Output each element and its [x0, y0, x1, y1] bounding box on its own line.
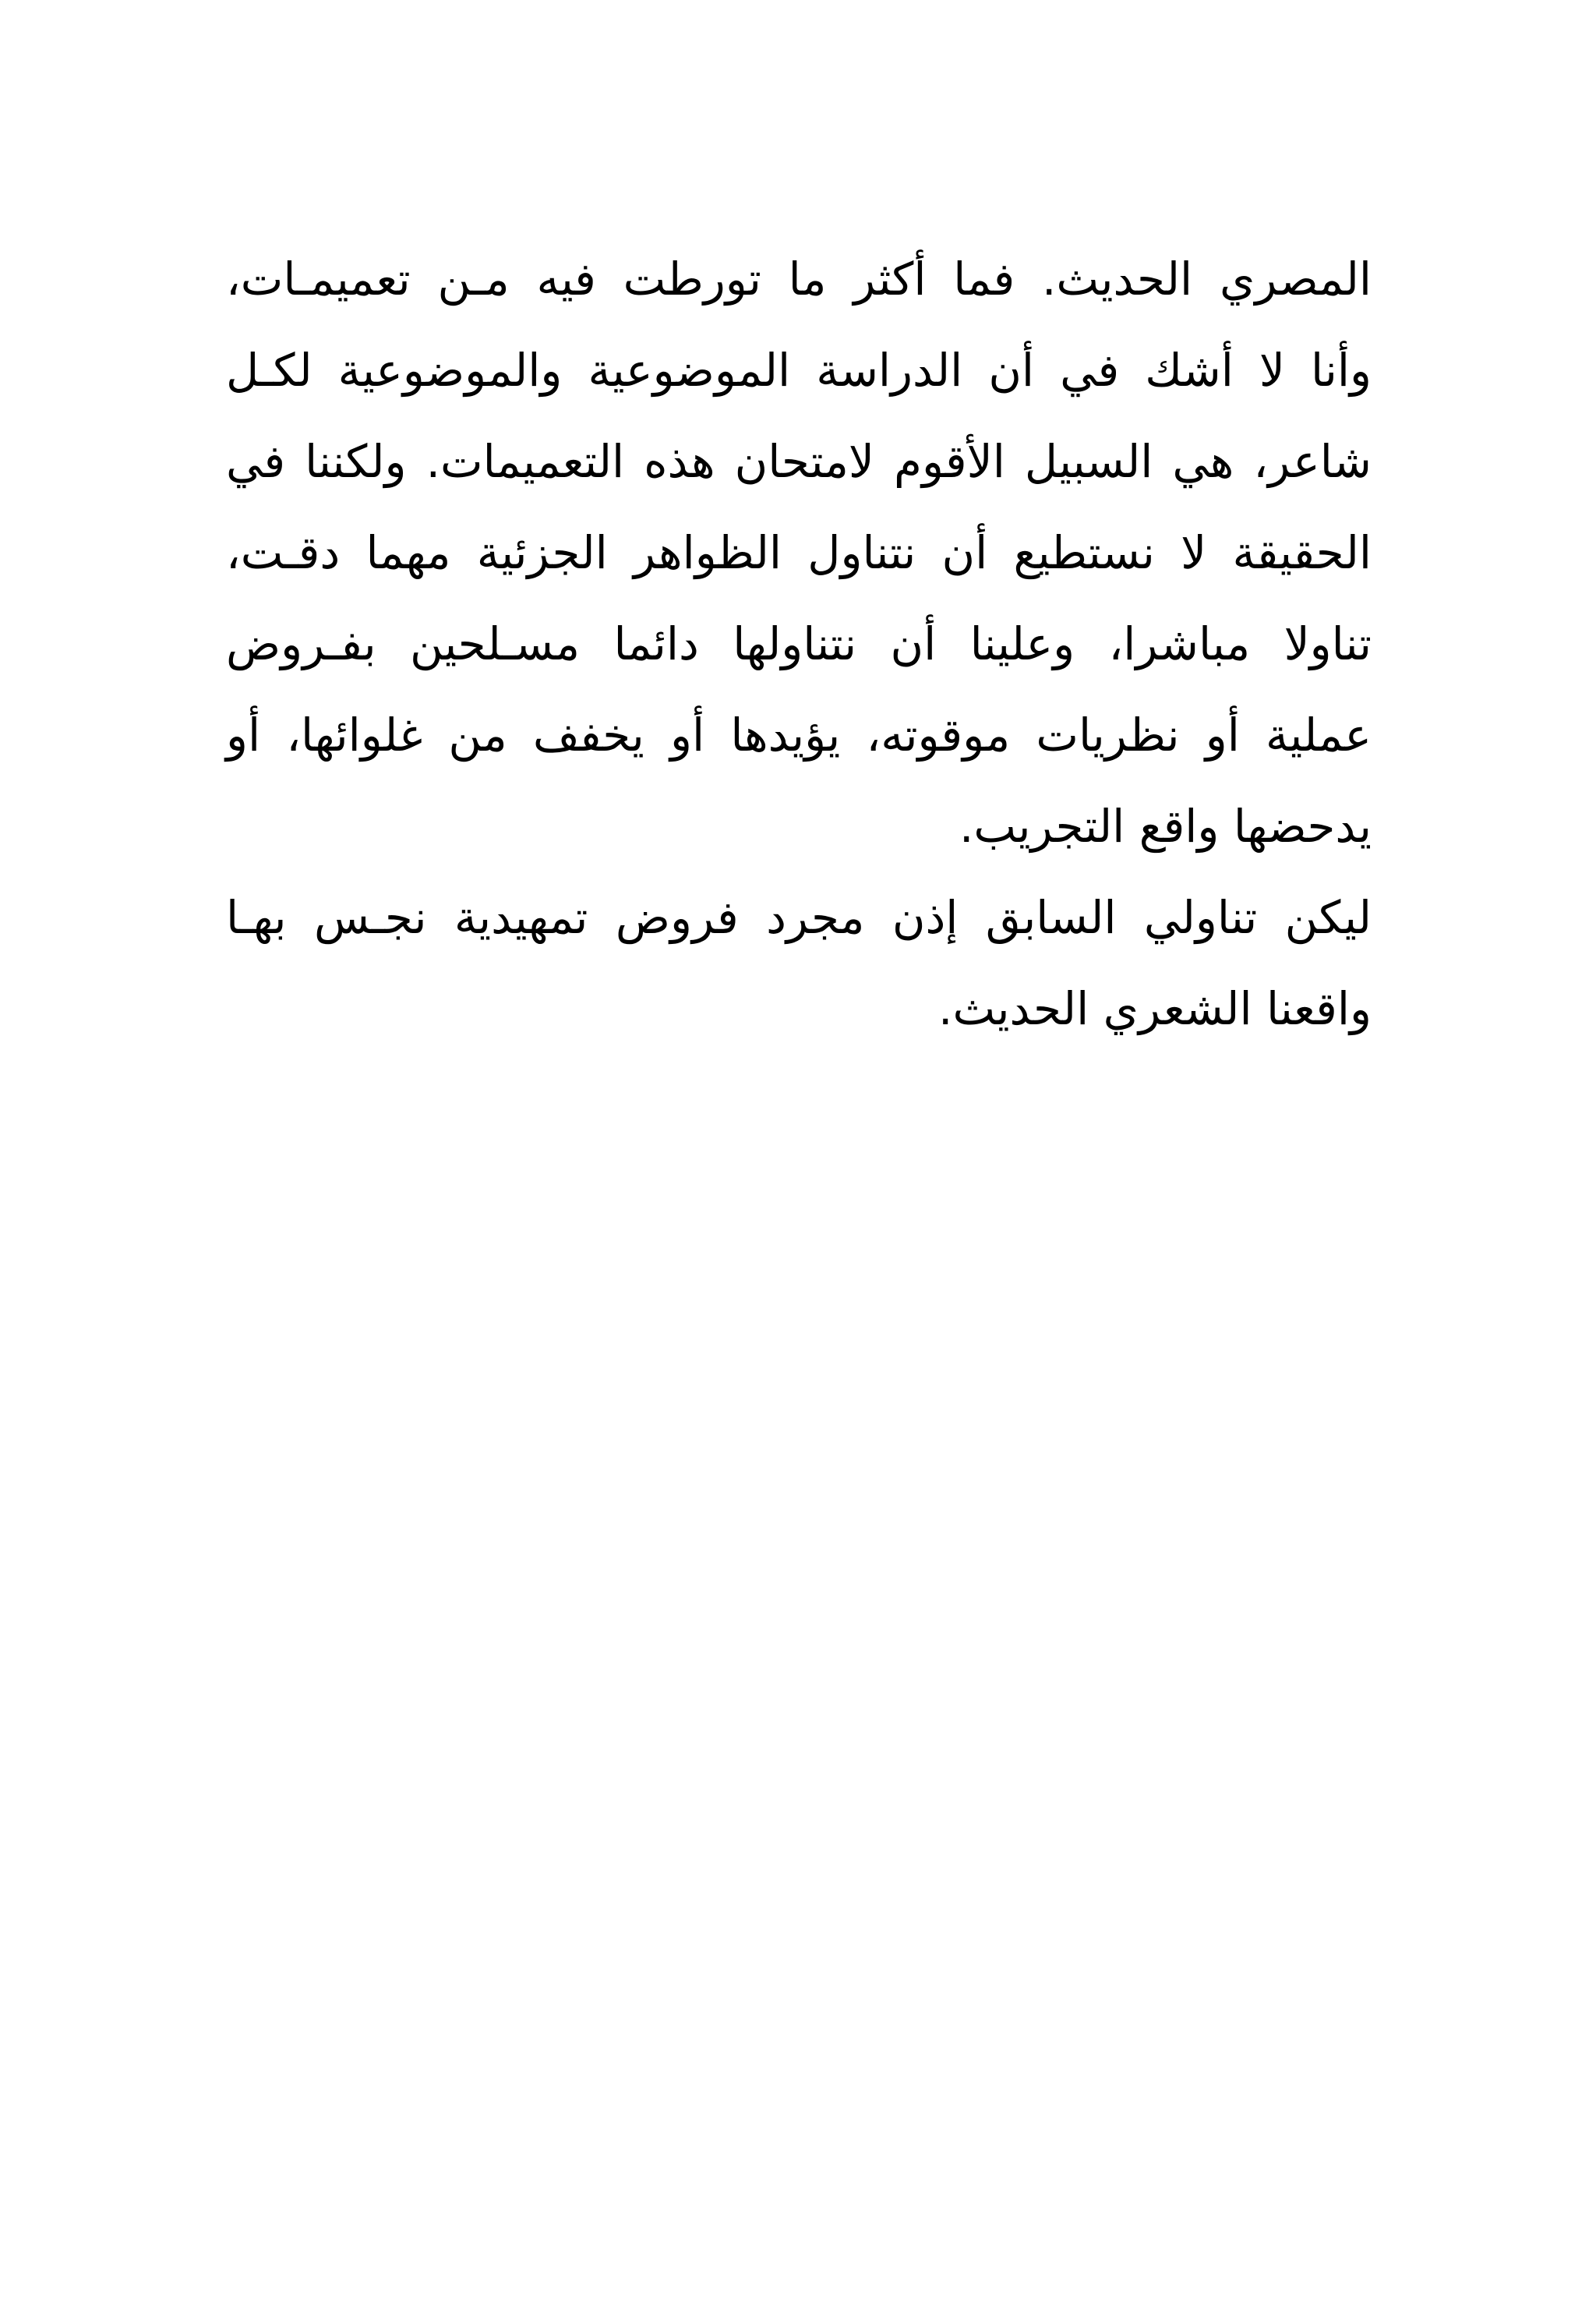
text-line: واقعنا الشعري الحديث.	[938, 982, 1372, 1035]
text-line: عملية أو نظريات موقوته، يؤيدها أو يخفف من غلوائها، أو	[226, 709, 1372, 762]
text-line: تناولا مباشرا، وعلينا أن نتناولها دائما مسـلحين بفـروض	[226, 617, 1372, 670]
text-line: شاعر، هي السبيل الأقوم لامتحان هذه التعميمات. ولكننا في	[226, 435, 1372, 488]
text-line: وأنا لا أشك في أن الدراسة الموضوعية والموضوعية لكـل	[226, 344, 1372, 397]
paragraph-2	[226, 872, 1372, 1055]
text-line: ليكن تناولي السابق إذن مجرد فروض تمهيدية نجـس بهـا	[226, 891, 1372, 944]
body-text	[226, 234, 1372, 1055]
text-line: الحقيقة لا نستطيع أن نتناول الظواهر الجزئية مهما دقـت،	[226, 526, 1372, 579]
text-line: المصري الحديث. فما أكثر ما تورطت فيه مـن تعميمـات،	[226, 253, 1372, 306]
paragraph-1	[226, 234, 1372, 872]
text-line: يدحضها واقع التجريب.	[959, 800, 1372, 853]
